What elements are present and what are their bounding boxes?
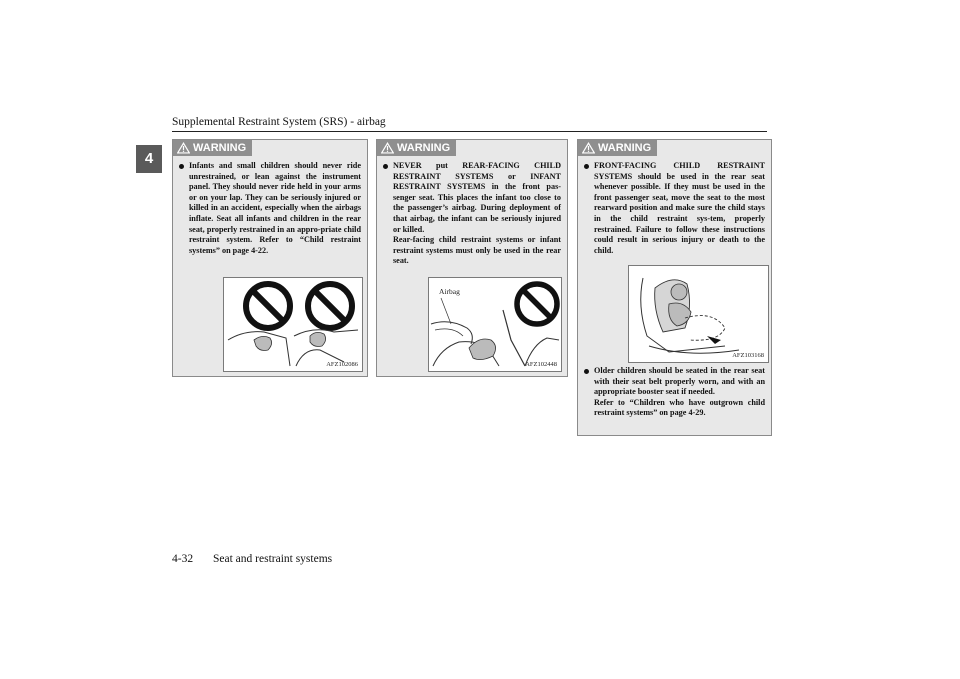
warning-box-rear-facing xyxy=(376,139,568,377)
prohibition-icon xyxy=(517,284,557,324)
warning-label: WARNING xyxy=(193,142,247,154)
bullet-text: FRONT-FACING CHILD RESTRAINT SYSTEMS should be used in the rear seat whenever possible. If they must be used in the front passenger seat, move the seat to the most rearward position and make sure the child stays in the child restraint sys-tem, properly restrained. Failure to follow these instructions could result in serious injury or death to the child. xyxy=(594,161,765,255)
figure-code: AFZ103168 xyxy=(732,352,764,359)
footer-section-title: Seat and restraint systems xyxy=(213,553,333,565)
warning-text xyxy=(381,161,561,267)
warning-text xyxy=(582,366,765,419)
figure-label: Airbag xyxy=(439,287,460,296)
warning-header xyxy=(578,140,657,156)
bullet-item xyxy=(381,161,561,267)
prohibition-icon xyxy=(246,284,290,328)
bullet-item xyxy=(582,161,765,256)
warning-header xyxy=(377,140,456,156)
page-number: 4-32 xyxy=(172,553,194,565)
figure-infant-in-front xyxy=(223,277,363,372)
figure-front-facing-seat xyxy=(628,265,769,363)
warning-text xyxy=(177,161,361,256)
warning-header xyxy=(173,140,252,156)
bullet-item xyxy=(177,161,361,256)
note-paragraph: Rear-facing child restraint systems or infant restraint systems must only be used in the rear seat. xyxy=(393,235,561,266)
warning-label: WARNING xyxy=(397,142,451,154)
figure-illustration xyxy=(629,266,768,362)
note-paragraph: Refer to “Children who have outgrown child restraint systems” on page 4-29. xyxy=(594,397,765,418)
figure-rear-facing-seat xyxy=(428,277,562,372)
warning-triangle-icon xyxy=(177,142,190,154)
warning-text xyxy=(582,161,765,256)
warning-box-front-facing xyxy=(577,139,772,436)
bullet-icon xyxy=(584,164,589,169)
page-header-title: Supplemental Restraint System (SRS) - airbag xyxy=(172,116,386,128)
bullet-text: NEVER put REAR-FACING CHILD RESTRAINT SYSTEMS or INFANT RESTRAINT SYSTEMS in the front pas-senger seat. This places the infant too close to the passenger’s airbag. During deployment of that airbag, the infant can be seriously injured or killed. xyxy=(393,161,561,234)
bullet-text: Infants and small children should never ride unrestrained, or lean against the instrument panel. They should never ride held in your arms or on your lap. They can be seriously injured or killed in an accident, especially when the airbags inflate. Seat all infants and children in the rear seat, properly restrained in an appro-priate child restraint system. Refer to “Child restraint systems” on page 4-22. xyxy=(189,161,361,255)
figure-code: AFZ102448 xyxy=(525,361,557,368)
figure-illustration xyxy=(224,278,362,371)
bullet-item xyxy=(582,366,765,419)
figure-code: AFZ102086 xyxy=(326,361,358,368)
bullet-icon xyxy=(383,164,388,169)
header-divider xyxy=(172,131,767,132)
warning-triangle-icon xyxy=(381,142,394,154)
bullet-text: Older children should be seated in the rear seat with their seat belt properly worn, and with an appropriate booster seat if needed. xyxy=(594,366,765,397)
chapter-tab: 4 xyxy=(136,145,162,173)
warning-triangle-icon xyxy=(582,142,595,154)
warning-label: WARNING xyxy=(598,142,652,154)
warning-box-infants xyxy=(172,139,368,377)
bullet-icon xyxy=(584,369,589,374)
prohibition-icon xyxy=(308,284,352,328)
bullet-icon xyxy=(179,164,184,169)
